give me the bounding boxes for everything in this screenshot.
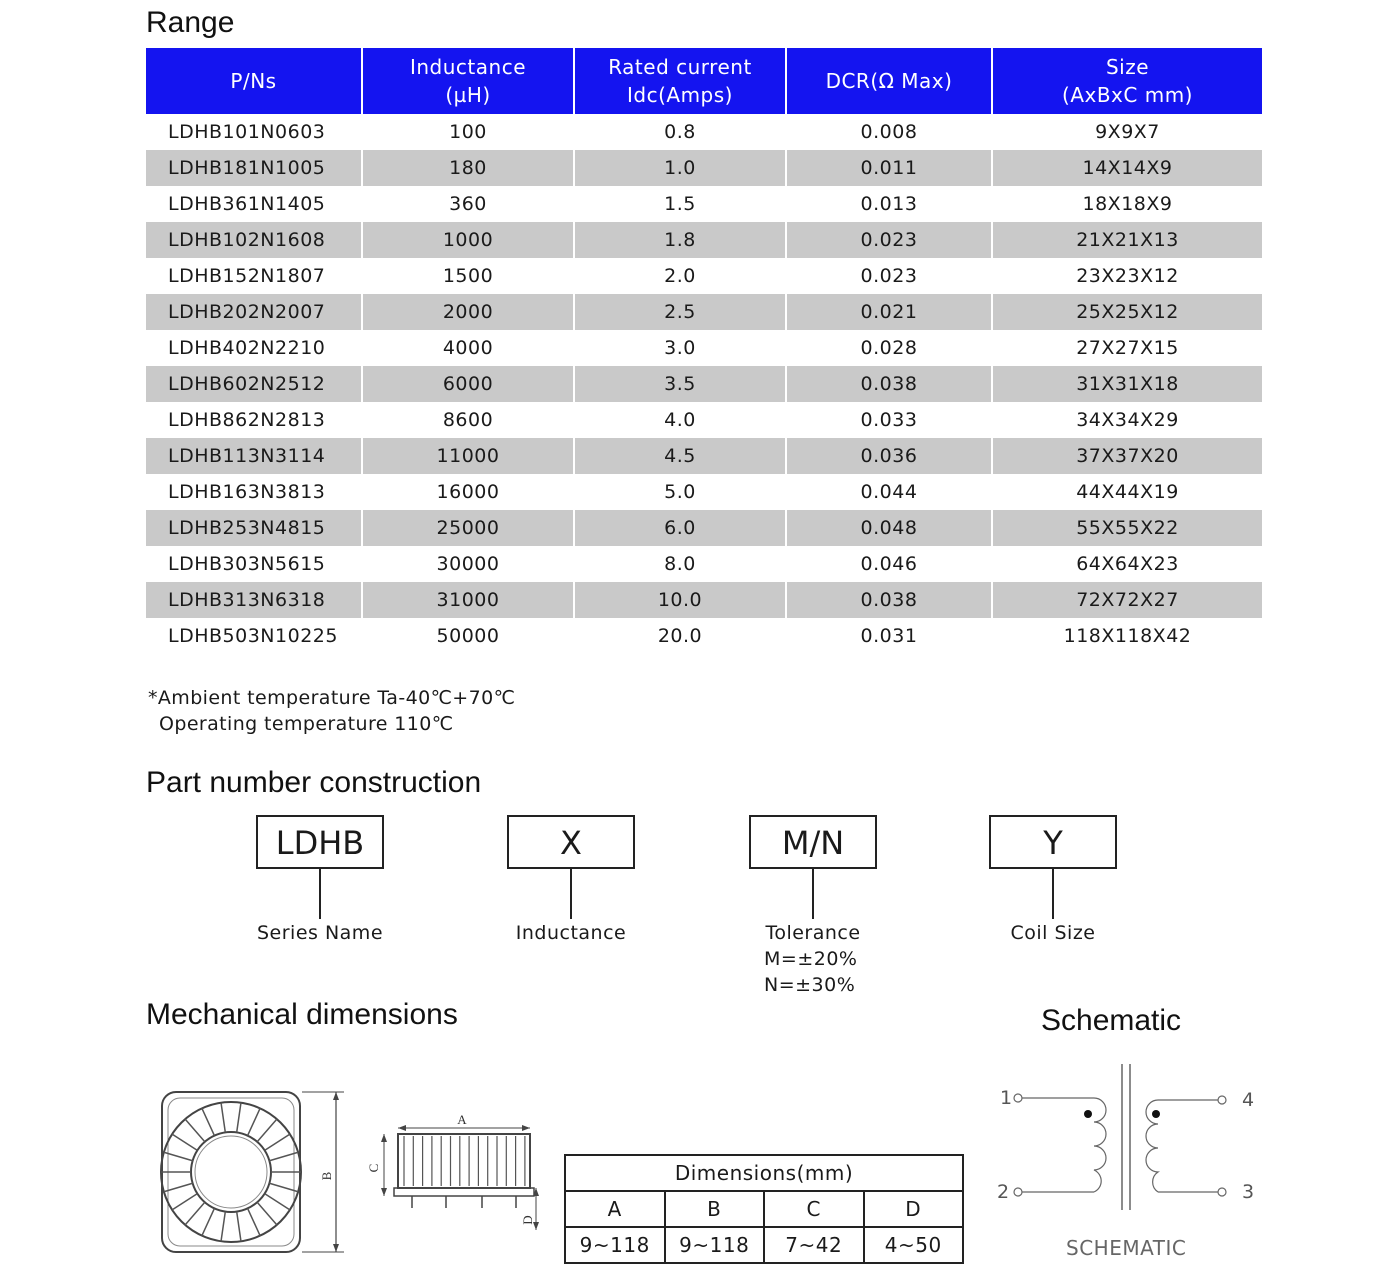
coil-turn bbox=[185, 1119, 205, 1142]
pn-connector-series bbox=[319, 869, 321, 919]
cell-inductance: 50000 bbox=[362, 618, 574, 654]
cell-pn: LDHB402N2210 bbox=[146, 330, 362, 366]
cell-rated-current: 8.0 bbox=[574, 546, 786, 582]
table-row bbox=[146, 510, 1262, 546]
coil-turn bbox=[248, 1108, 260, 1135]
cell-pn: LDHB113N3114 bbox=[146, 438, 362, 474]
pn-label-inductance: Inductance bbox=[515, 922, 627, 944]
table-row bbox=[146, 438, 1262, 474]
pn-label-coil-size: Coil Size bbox=[1010, 922, 1096, 944]
cell-pn: LDHB361N1405 bbox=[146, 186, 362, 222]
table-row bbox=[146, 150, 1262, 186]
cell-dcr: 0.023 bbox=[786, 258, 992, 294]
coil-turn bbox=[202, 1108, 214, 1135]
cell-pn: LDHB181N1005 bbox=[146, 150, 362, 186]
cell-rated-current: 2.5 bbox=[574, 294, 786, 330]
table-row bbox=[146, 366, 1262, 402]
col-header-rated-current: Rated current Idc(Amps) bbox=[574, 48, 786, 114]
dimensions-header: Dimensions(mm) bbox=[565, 1155, 963, 1191]
range-title: Range bbox=[146, 6, 235, 39]
dim-col-b: B bbox=[665, 1191, 765, 1227]
dimension-d-label: D bbox=[520, 1215, 535, 1225]
cell-rated-current: 1.0 bbox=[574, 150, 786, 186]
pn-connector-inductance bbox=[570, 869, 572, 919]
cell-pn: LDHB101N0603 bbox=[146, 114, 362, 150]
cell-size: 23X23X12 bbox=[992, 258, 1262, 294]
cell-dcr: 0.023 bbox=[786, 222, 992, 258]
cell-rated-current: 2.0 bbox=[574, 258, 786, 294]
pn-box-inductance: X bbox=[507, 815, 635, 869]
cell-inductance: 2000 bbox=[362, 294, 574, 330]
table-row bbox=[146, 222, 1262, 258]
cell-dcr: 0.031 bbox=[786, 618, 992, 654]
dim-value-a: 9~118 bbox=[565, 1227, 665, 1263]
pn-box-coil-size: Y bbox=[989, 815, 1117, 869]
cell-rated-current: 5.0 bbox=[574, 474, 786, 510]
cell-size: 34X34X29 bbox=[992, 402, 1262, 438]
dimensions-table bbox=[564, 1154, 964, 1264]
cell-rated-current: 1.5 bbox=[574, 186, 786, 222]
dimension-a-label: A bbox=[457, 1112, 467, 1127]
cell-size: 31X31X18 bbox=[992, 366, 1262, 402]
dim-col-a: A bbox=[565, 1191, 665, 1227]
cell-size: 27X27X15 bbox=[992, 330, 1262, 366]
cell-inductance: 31000 bbox=[362, 582, 574, 618]
pin-label-4: 4 bbox=[1242, 1089, 1255, 1111]
pn-label-series: Series Name bbox=[256, 922, 384, 944]
cell-dcr: 0.048 bbox=[786, 510, 992, 546]
cell-inductance: 360 bbox=[362, 186, 574, 222]
cell-pn: LDHB862N2813 bbox=[146, 402, 362, 438]
cell-dcr: 0.028 bbox=[786, 330, 992, 366]
cell-rated-current: 6.0 bbox=[574, 510, 786, 546]
cell-inductance: 1000 bbox=[362, 222, 574, 258]
coil-turn bbox=[221, 1212, 225, 1242]
pin-label-2: 2 bbox=[997, 1181, 1010, 1203]
coil-turn bbox=[257, 1202, 277, 1225]
pn-connector-coil-size bbox=[1052, 869, 1054, 919]
table-row bbox=[146, 258, 1262, 294]
toroid-top-view-drawing bbox=[150, 1086, 360, 1258]
cell-inductance: 8600 bbox=[362, 402, 574, 438]
pn-box-tolerance: M/N bbox=[749, 815, 877, 869]
dim-col-c: C bbox=[764, 1191, 864, 1227]
table-row bbox=[146, 330, 1262, 366]
table-row bbox=[146, 294, 1262, 330]
cell-pn: LDHB163N3813 bbox=[146, 474, 362, 510]
dimension-c-label: C bbox=[366, 1163, 381, 1173]
cell-inductance: 16000 bbox=[362, 474, 574, 510]
cell-dcr: 0.011 bbox=[786, 150, 992, 186]
cell-rated-current: 3.5 bbox=[574, 366, 786, 402]
table-row bbox=[146, 618, 1262, 654]
cell-rated-current: 0.8 bbox=[574, 114, 786, 150]
coil-turn bbox=[221, 1103, 225, 1133]
table-row bbox=[146, 546, 1262, 582]
coil-turn bbox=[237, 1212, 241, 1242]
cell-size: 44X44X19 bbox=[992, 474, 1262, 510]
cell-size: 14X14X9 bbox=[992, 150, 1262, 186]
toroid-side-view-drawing bbox=[366, 1108, 546, 1238]
dim-col-d: D bbox=[864, 1191, 964, 1227]
schematic-title: Schematic bbox=[1041, 1004, 1182, 1037]
cell-size: 72X72X27 bbox=[992, 582, 1262, 618]
coil-turn bbox=[265, 1194, 290, 1210]
cell-dcr: 0.038 bbox=[786, 366, 992, 402]
pn-connector-tolerance bbox=[812, 869, 814, 919]
cell-size: 9X9X7 bbox=[992, 114, 1262, 150]
cell-pn: LDHB602N2512 bbox=[146, 366, 362, 402]
pn-tolerance-m: M=±20% bbox=[764, 948, 858, 970]
cell-dcr: 0.036 bbox=[786, 438, 992, 474]
range-table bbox=[146, 48, 1262, 654]
coil-turn bbox=[172, 1194, 197, 1210]
dim-value-c: 7~42 bbox=[764, 1227, 864, 1263]
dimension-b-label: B bbox=[319, 1171, 334, 1181]
cell-inductance: 1500 bbox=[362, 258, 574, 294]
coil-turn bbox=[237, 1103, 241, 1133]
dimensions-value-row bbox=[565, 1227, 963, 1263]
cell-pn: LDHB102N1608 bbox=[146, 222, 362, 258]
pin-label-1: 1 bbox=[1000, 1087, 1013, 1109]
coil-turn bbox=[248, 1208, 260, 1235]
part-number-title: Part number construction bbox=[146, 766, 482, 799]
cell-rated-current: 3.0 bbox=[574, 330, 786, 366]
cell-inductance: 4000 bbox=[362, 330, 574, 366]
table-row bbox=[146, 186, 1262, 222]
cell-size: 25X25X12 bbox=[992, 294, 1262, 330]
table-row bbox=[146, 582, 1262, 618]
cell-dcr: 0.046 bbox=[786, 546, 992, 582]
cell-rated-current: 10.0 bbox=[574, 582, 786, 618]
dim-value-b: 9~118 bbox=[665, 1227, 765, 1263]
mechanical-title: Mechanical dimensions bbox=[146, 998, 458, 1031]
coil-turn bbox=[257, 1119, 277, 1142]
coil-turn bbox=[265, 1134, 290, 1150]
schematic-caption: SCHEMATIC bbox=[1066, 1236, 1187, 1260]
cell-size: 18X18X9 bbox=[992, 186, 1262, 222]
coil-turn bbox=[185, 1202, 205, 1225]
cell-pn: LDHB202N2007 bbox=[146, 294, 362, 330]
coil-turn bbox=[202, 1208, 214, 1235]
cell-inductance: 30000 bbox=[362, 546, 574, 582]
cell-inductance: 25000 bbox=[362, 510, 574, 546]
col-header-pns: P/Ns bbox=[146, 48, 362, 114]
cell-dcr: 0.013 bbox=[786, 186, 992, 222]
ambient-temp-note: *Ambient temperature Ta-40℃+70℃ bbox=[148, 687, 516, 709]
cell-dcr: 0.021 bbox=[786, 294, 992, 330]
cell-inductance: 100 bbox=[362, 114, 574, 150]
col-header-inductance: Inductance (µH) bbox=[362, 48, 574, 114]
table-row bbox=[146, 474, 1262, 510]
coil-turn bbox=[172, 1134, 197, 1150]
col-header-size: Size (AxBxC mm) bbox=[992, 48, 1262, 114]
cell-pn: LDHB303N5615 bbox=[146, 546, 362, 582]
range-body bbox=[146, 114, 1262, 654]
cell-inductance: 6000 bbox=[362, 366, 574, 402]
range-header-row bbox=[146, 48, 1262, 114]
table-row bbox=[146, 402, 1262, 438]
cell-pn: LDHB152N1807 bbox=[146, 258, 362, 294]
cell-dcr: 0.033 bbox=[786, 402, 992, 438]
cell-inductance: 180 bbox=[362, 150, 574, 186]
cell-size: 21X21X13 bbox=[992, 222, 1262, 258]
schematic-diagram bbox=[996, 1060, 1266, 1220]
cell-rated-current: 4.5 bbox=[574, 438, 786, 474]
cell-dcr: 0.008 bbox=[786, 114, 992, 150]
pn-box-series: LDHB bbox=[256, 815, 384, 869]
cell-size: 37X37X20 bbox=[992, 438, 1262, 474]
cell-dcr: 0.044 bbox=[786, 474, 992, 510]
pn-tolerance-n: N=±30% bbox=[764, 974, 856, 996]
cell-size: 55X55X22 bbox=[992, 510, 1262, 546]
cell-inductance: 11000 bbox=[362, 438, 574, 474]
pin-label-3: 3 bbox=[1242, 1181, 1255, 1203]
cell-rated-current: 1.8 bbox=[574, 222, 786, 258]
cell-pn: LDHB253N4815 bbox=[146, 510, 362, 546]
cell-rated-current: 20.0 bbox=[574, 618, 786, 654]
col-header-dcr: DCR(Ω Max) bbox=[786, 48, 992, 114]
cell-pn: LDHB313N6318 bbox=[146, 582, 362, 618]
operating-temp-note: Operating temperature 110℃ bbox=[159, 713, 454, 735]
cell-size: 64X64X23 bbox=[992, 546, 1262, 582]
dimensions-column-row bbox=[565, 1191, 963, 1227]
dim-value-d: 4~50 bbox=[864, 1227, 964, 1263]
table-row bbox=[146, 114, 1262, 150]
cell-rated-current: 4.0 bbox=[574, 402, 786, 438]
cell-pn: LDHB503N10225 bbox=[146, 618, 362, 654]
cell-dcr: 0.038 bbox=[786, 582, 992, 618]
cell-size: 118X118X42 bbox=[992, 618, 1262, 654]
pn-label-tolerance: Tolerance bbox=[765, 922, 861, 944]
